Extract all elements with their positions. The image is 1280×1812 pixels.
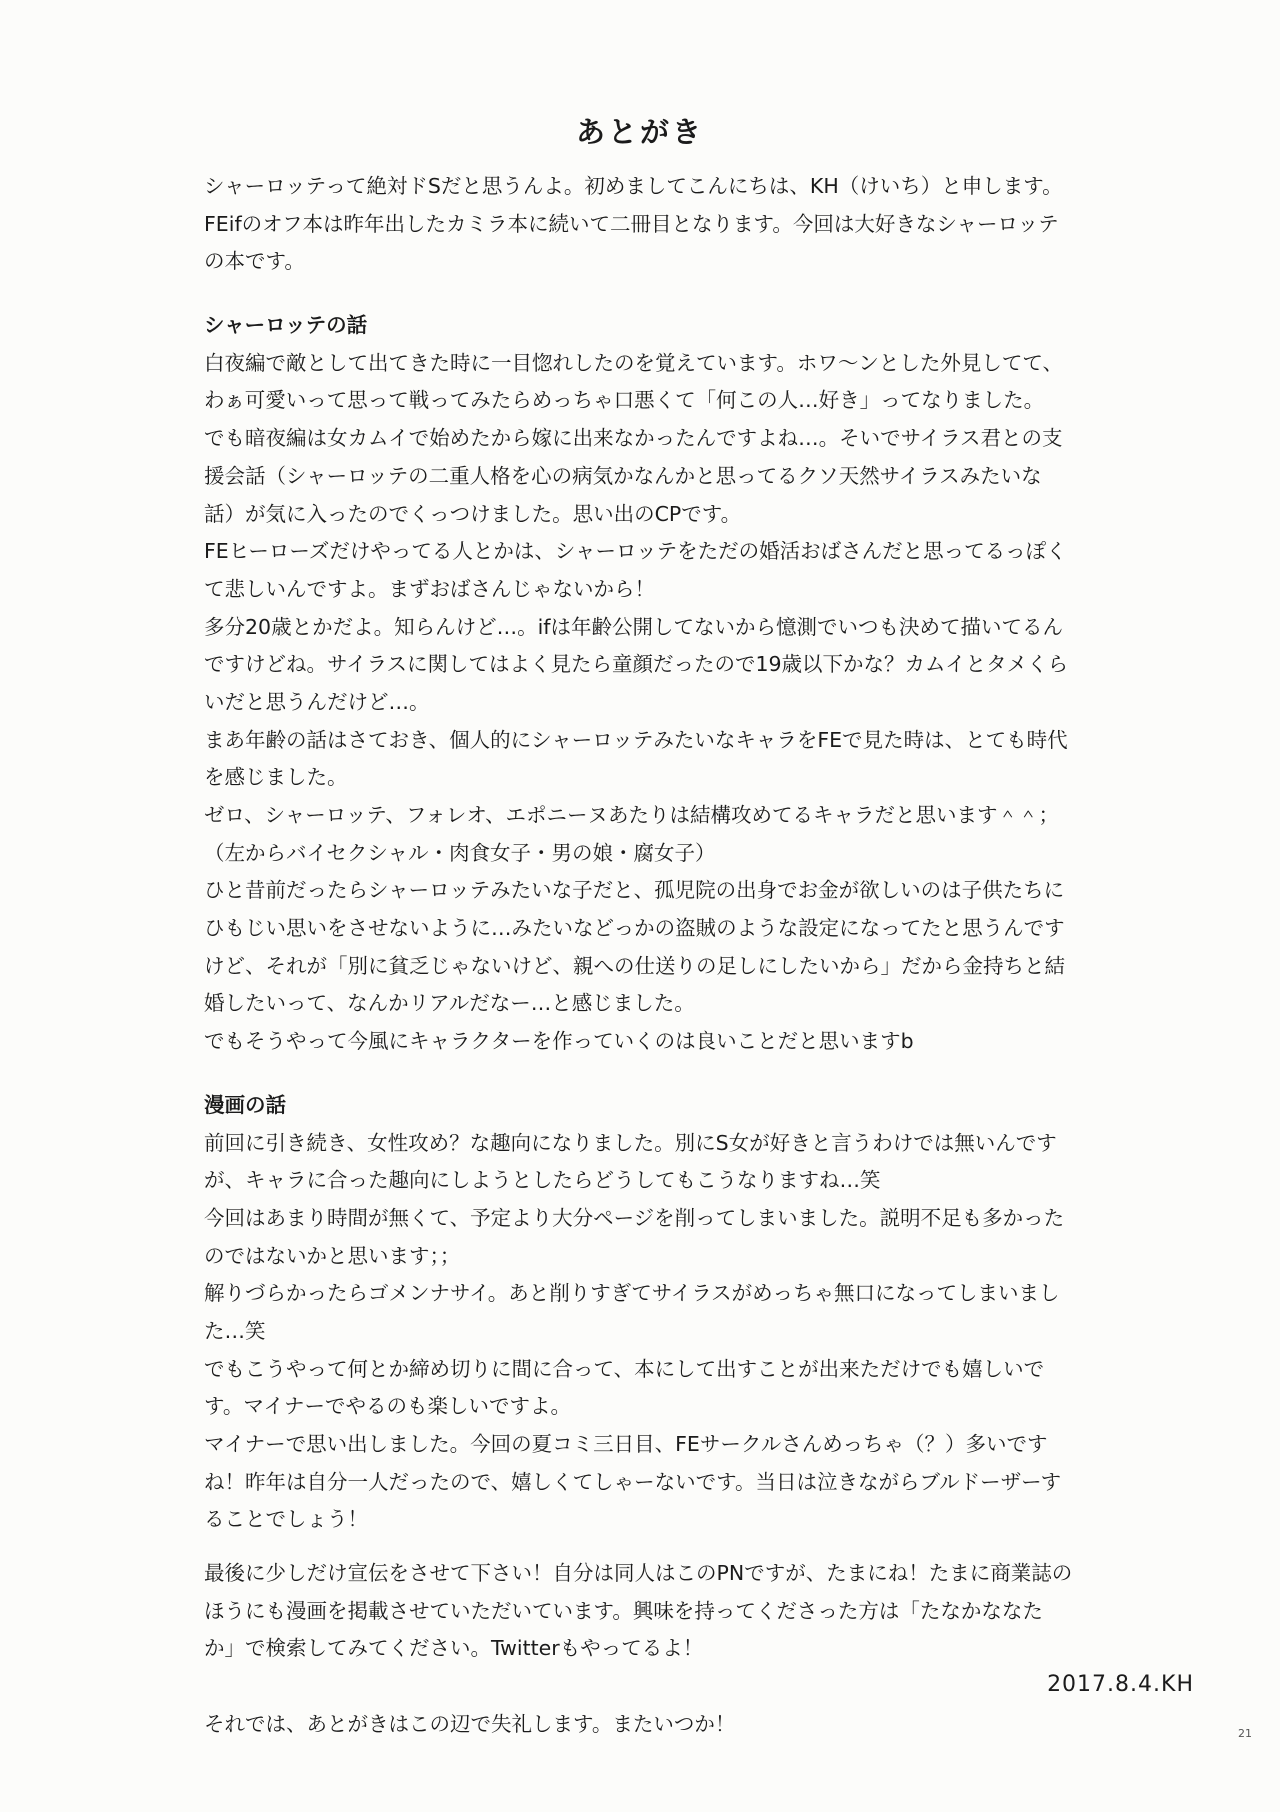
section-manga-text bbox=[204, 1125, 1124, 1540]
section-charlotte-text bbox=[204, 345, 1124, 1061]
intro-paragraph bbox=[204, 168, 1124, 281]
text-line: まあ年齢の話はさておき、個人的にシャーロッテみたいなキャラをFEで見た時は、とても時代 bbox=[204, 727, 1068, 752]
text-line: マイナーで思い出しました。今回の夏コミ三日目、FEサークルさんめっちゃ（？）多いです bbox=[204, 1432, 1048, 1456]
text-line: ゼロ、シャーロッテ、フォレオ、エポニーヌあたりは結構攻めてるキャラだと思います＾＾； bbox=[204, 803, 1060, 827]
text-line: ね！昨年は自分一人だったので、嬉しくてしゃーないです。当日は泣きながらブルドーザーす bbox=[204, 1469, 1062, 1494]
text-line: ひと昔前だったらシャーロッテみたいな子だと、孤児院の出身でお金が欲しいのは子供たちに bbox=[204, 878, 1065, 903]
closing-line: それでは、あとがきはこの辺で失礼します。またいつか！ bbox=[204, 1712, 736, 1737]
text-line: が、キャラに合った趣向にしようとしたらどうしてもこうなりますね…笑 bbox=[204, 1168, 881, 1193]
page-number: 21 bbox=[1238, 1727, 1252, 1740]
text-line: でも暗夜編は女カムイで始めたから嫁に出来なかったんですよね…。そいでサイラス君との支 bbox=[204, 426, 1063, 451]
text-line: のではないかと思います；； bbox=[204, 1243, 461, 1268]
text-line: でもそうやって今風にキャラクターを作っていくのは良いことだと思いますb bbox=[204, 1029, 914, 1054]
text-line: いだと思うんだけど…。 bbox=[204, 689, 430, 714]
page-title: あとがき bbox=[575, 115, 704, 149]
section-heading-manga: 漫画の話 bbox=[204, 1092, 286, 1117]
section-heading-charlotte: シャーロッテの話 bbox=[204, 313, 368, 338]
text-line: けど、それが「別に貧乏じゃないけど、親への仕送りの足しにしたいから」だから金持ちと結 bbox=[204, 953, 1065, 978]
text-line: た…笑 bbox=[204, 1318, 266, 1343]
text-line: ですけどね。サイラスに関してはよく見たら童顔だったので19歳以下かな？カムイとタメくら bbox=[204, 652, 1069, 677]
text-line: FEヒーローズだけやってる人とかは、シャーロッテをただの婚活おばさんだと思ってるっぽく bbox=[204, 539, 1067, 564]
text-line: シャーロッテって絶対ドSだと思うんよ。初めましてこんにちは、KH（けいち）と申します。 bbox=[204, 174, 1063, 198]
text-line: 最後に少しだけ宣伝をさせて下さい！自分は同人はこのPNですが、たまにね！たまに商業誌の bbox=[204, 1561, 1073, 1586]
text-line: 白夜編で敵として出てきた時に一目惚れしたのを覚えています。ホワ〜ンとした外見してて、 bbox=[204, 350, 1063, 375]
text-line: を感じました。 bbox=[204, 765, 348, 790]
text-line: て悲しいんですよ。まずおばさんじゃないから！ bbox=[204, 576, 655, 601]
text-line: か」で検索してみてください。Twitterもやってるよ！ bbox=[204, 1636, 704, 1661]
text-line: 援会話（シャーロッテの二重人格を心の病気かなんかと思ってるクソ天然サイラスみたいな bbox=[204, 463, 1042, 488]
text-line: わぁ可愛いって思って戦ってみたらめっちゃ口悪くて「何この人…好き」ってなりました。 bbox=[204, 388, 1045, 413]
text-line: （左からバイセクシャル・肉食女子・男の娘・腐女子） bbox=[204, 840, 716, 865]
text-line: FEifのオフ本は昨年出したカミラ本に続いて二冊目となります。今回は大好きなシャーロッテ bbox=[204, 211, 1059, 236]
text-line: 多分20歳とかだよ。知らんけど…。ifは年齢公開してないから憶測でいつも決めて描いてるん bbox=[204, 614, 1063, 639]
text-line: ほうにも漫画を掲載させていただいています。興味を持ってくださった方は「たなかななた bbox=[204, 1598, 1043, 1623]
afterword-body bbox=[204, 168, 1124, 1744]
text-line: 今回はあまり時間が無くて、予定より大分ページを削ってしまいました。説明不足も多かった bbox=[204, 1205, 1065, 1230]
text-line: でもこうやって何とか締め切りに間に合って、本にして出すことが出来ただけでも嬉しいで bbox=[204, 1356, 1045, 1381]
text-line: の本です。 bbox=[204, 249, 305, 274]
text-line: ることでしょう！ bbox=[204, 1507, 368, 1532]
text-line: 解りづらかったらゴメンナサイ。あと削りすぎてサイラスがめっちゃ無口になってしまいまし bbox=[204, 1281, 1060, 1306]
date-signature: 2017.8.4.KH bbox=[1047, 1672, 1194, 1697]
text-line: 話）が気に入ったのでくっつけました。思い出のCPです。 bbox=[204, 501, 742, 526]
text-line: す。マイナーでやるのも楽しいですよ。 bbox=[204, 1394, 571, 1419]
text-line: ひもじい思いをさせないように…みたいなどっかの盗賊のような設定になってたと思うんです bbox=[204, 916, 1065, 941]
text-line: 前回に引き続き、女性攻め？な趣向になりました。別にS女が好きと言うわけでは無いんです bbox=[204, 1130, 1057, 1155]
promo-paragraph bbox=[204, 1555, 1124, 1668]
text-line: 婚したいって、なんかリアルだなー…と感じました。 bbox=[204, 991, 695, 1016]
